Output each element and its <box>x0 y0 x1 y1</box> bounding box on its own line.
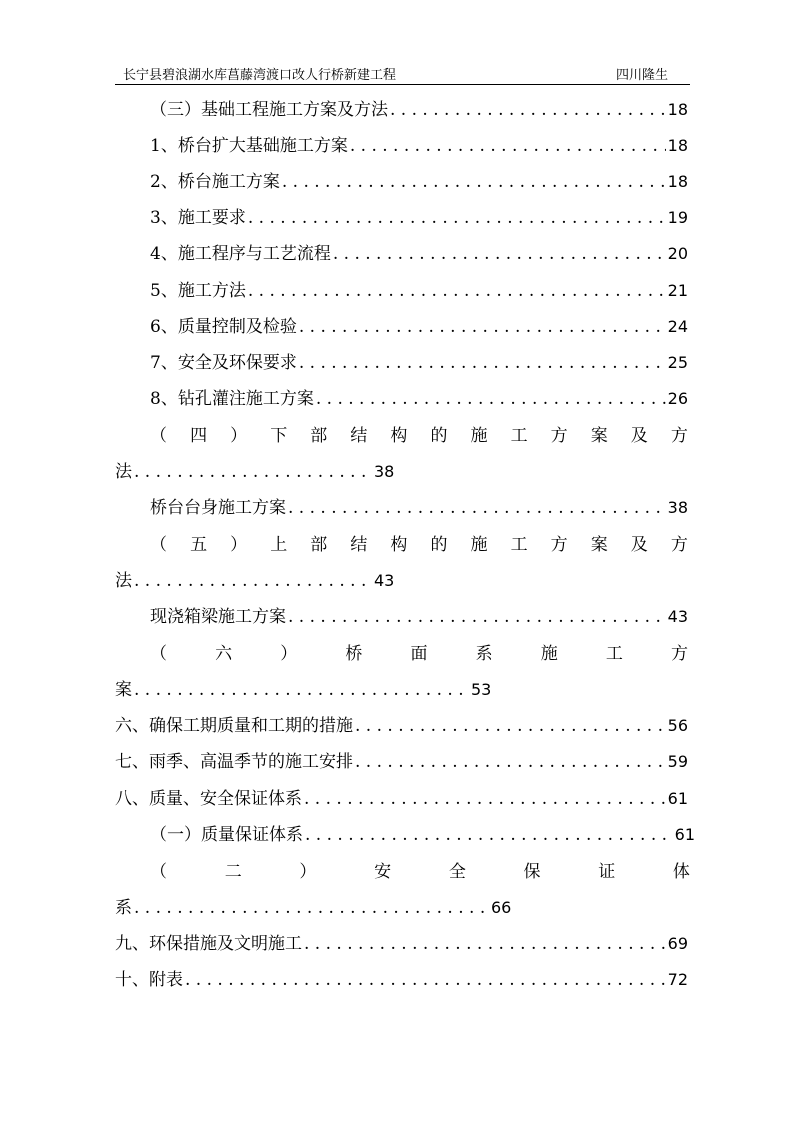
toc-entry-continuation[interactable] <box>115 678 515 702</box>
toc-entry-title: 案 <box>115 680 132 700</box>
toc-entry-page: 59 <box>667 752 688 771</box>
toc-entry-title: 现浇箱梁施工方案 <box>150 607 286 627</box>
toc-char: 五 <box>190 535 208 555</box>
toc-leader <box>132 678 469 702</box>
toc-char: 方 <box>670 535 688 555</box>
toc-char: 上 <box>270 535 288 555</box>
toc-char: （ <box>150 644 167 664</box>
toc-char: 桥 <box>345 644 363 664</box>
header-project-title: 长宁县碧浪湖水库菖藤湾渡口改人行桥新建工程 <box>123 68 397 83</box>
toc-char: 施 <box>540 644 558 664</box>
toc-char: 及 <box>630 535 648 555</box>
toc-entry[interactable] <box>115 750 688 774</box>
toc-entry-page: 18 <box>667 172 688 191</box>
toc-char: 方 <box>671 644 688 664</box>
toc-entry-title: 8、钻孔灌注施工方案 <box>150 389 314 409</box>
toc-entry-title: 7、安全及环保要求 <box>150 353 297 373</box>
toc-entry[interactable] <box>115 787 688 811</box>
toc-entry-page: 66 <box>491 898 512 917</box>
toc-entry-page: 43 <box>374 571 395 590</box>
toc-char: 的 <box>430 535 448 555</box>
toc-entry-title: 5、施工方法 <box>150 281 246 301</box>
toc-entry-title: 九、环保措施及文明施工 <box>115 934 302 954</box>
toc-entry-page: 72 <box>667 970 688 989</box>
toc-entry-justified-line[interactable] <box>150 642 688 666</box>
toc-char: 安 <box>374 862 392 882</box>
toc-entry-continuation[interactable] <box>115 896 535 920</box>
toc-leader <box>302 787 666 811</box>
toc-entry[interactable] <box>150 134 688 158</box>
toc-entry[interactable] <box>150 605 688 629</box>
toc-leader <box>297 315 666 339</box>
toc-leader <box>183 968 666 992</box>
toc-entry-title: 十、附表 <box>115 970 183 990</box>
toc-entry[interactable] <box>115 932 688 956</box>
toc-leader <box>286 605 666 629</box>
toc-entry-title: 6、质量控制及检验 <box>150 317 297 337</box>
toc-char: ） <box>280 644 298 664</box>
toc-entry-page: 56 <box>667 716 688 735</box>
toc-entry-page: 21 <box>667 281 688 300</box>
header-company: 四川隆生 <box>615 68 668 83</box>
toc-leader <box>246 279 666 303</box>
toc-char: 部 <box>310 426 328 446</box>
toc-char: 及 <box>630 426 648 446</box>
toc-entry-title: 3、施工要求 <box>150 208 246 228</box>
toc-entry-title: 七、雨季、高温季节的施工安排 <box>115 752 353 772</box>
toc-char: 证 <box>598 862 616 882</box>
toc-char: 工 <box>605 644 623 664</box>
toc-entry-page: 18 <box>667 136 688 155</box>
toc-leader <box>280 170 666 194</box>
toc-entry[interactable] <box>150 206 688 230</box>
toc-char: 案 <box>590 535 608 555</box>
toc-leader <box>314 387 666 411</box>
toc-entry-title: 八、质量、安全保证体系 <box>115 789 302 809</box>
toc-leader <box>297 351 666 375</box>
toc-leader <box>132 896 489 920</box>
toc-char: （ <box>150 862 167 882</box>
toc-entry-page: 26 <box>667 389 688 408</box>
toc-leader <box>132 569 372 593</box>
toc-entry[interactable] <box>150 170 688 194</box>
toc-entry-title: 1、桥台扩大基础施工方案 <box>150 136 348 156</box>
toc-char: 结 <box>350 535 368 555</box>
toc-char: 面 <box>410 644 428 664</box>
toc-entry-page: 20 <box>667 244 688 263</box>
toc-leader <box>286 496 666 520</box>
toc-char: 构 <box>390 426 408 446</box>
toc-char: 体 <box>672 862 690 882</box>
toc-entry-page: 43 <box>667 607 688 626</box>
page-header <box>115 62 690 85</box>
toc-entry-continuation[interactable] <box>115 460 515 484</box>
toc-entry-continuation[interactable] <box>115 569 515 593</box>
toc-entry-justified-line[interactable] <box>150 533 688 557</box>
toc-char: 方 <box>670 426 688 446</box>
toc-entry-page: 61 <box>667 789 688 808</box>
toc-entry[interactable] <box>115 714 688 738</box>
toc-leader <box>331 242 666 266</box>
toc-entry-title: （三）基础工程施工方案及方法 <box>150 100 388 120</box>
toc-entry-page: 69 <box>667 934 688 953</box>
toc-entry-title: 2、桥台施工方案 <box>150 172 280 192</box>
toc-entry[interactable] <box>150 279 688 303</box>
toc-entry-title: 4、施工程序与工艺流程 <box>150 244 331 264</box>
toc-leader <box>353 750 666 774</box>
toc-char: ） <box>230 535 248 555</box>
toc-char: 六 <box>215 644 233 664</box>
toc-entry-page: 53 <box>471 680 492 699</box>
toc-char: 结 <box>350 426 368 446</box>
toc-entry[interactable] <box>150 496 688 520</box>
toc-entry-title: 桥台台身施工方案 <box>150 498 286 518</box>
toc-char: （ <box>150 426 167 446</box>
toc-entry[interactable] <box>150 387 688 411</box>
toc-entry-page: 25 <box>667 353 688 372</box>
toc-char: 部 <box>310 535 328 555</box>
toc-char: 下 <box>270 426 288 446</box>
toc-entry-page: 24 <box>667 317 688 336</box>
toc-entry-page: 38 <box>667 498 688 517</box>
toc-char: 全 <box>448 862 466 882</box>
toc-char: 保 <box>523 862 541 882</box>
toc-leader <box>303 823 673 847</box>
toc-char: 工 <box>510 535 528 555</box>
toc-entry-justified-line[interactable] <box>150 424 688 448</box>
toc-leader <box>388 98 666 122</box>
toc-char: 案 <box>590 426 608 446</box>
toc-char: 方 <box>550 535 568 555</box>
toc-entry[interactable] <box>150 98 688 122</box>
toc-entry-title: 法 <box>115 462 132 482</box>
toc-char: 方 <box>550 426 568 446</box>
toc-leader <box>353 714 666 738</box>
toc-char: 施 <box>470 426 488 446</box>
toc-entry[interactable] <box>115 968 688 992</box>
toc-entry-title: 系 <box>115 898 132 918</box>
toc-entry[interactable] <box>150 242 688 266</box>
toc-entry-title: （一）质量保证体系 <box>150 825 303 845</box>
toc-char: 构 <box>390 535 408 555</box>
toc-entry[interactable] <box>150 351 688 375</box>
toc-entry-page: 18 <box>667 100 688 119</box>
toc-entry-justified-line[interactable] <box>150 860 690 884</box>
toc-char: 二 <box>224 862 242 882</box>
toc-leader <box>246 206 666 230</box>
toc-entry-title: 六、确保工期质量和工期的措施 <box>115 716 353 736</box>
toc-char: ） <box>299 862 317 882</box>
toc-entry-page: 19 <box>667 208 688 227</box>
toc-entry-page: 38 <box>374 462 395 481</box>
toc-char: 工 <box>510 426 528 446</box>
toc-leader <box>132 460 372 484</box>
toc-char: （ <box>150 535 167 555</box>
toc-char: 施 <box>470 535 488 555</box>
toc-char: 四 <box>190 426 208 446</box>
toc-leader <box>348 134 666 158</box>
toc-leader <box>302 932 666 956</box>
toc-entry-page: 61 <box>674 825 695 844</box>
toc-char: 系 <box>475 644 493 664</box>
toc-char: 的 <box>430 426 448 446</box>
toc-entry[interactable] <box>150 823 695 847</box>
toc-char: ） <box>230 426 248 446</box>
toc-entry-title: 法 <box>115 571 132 591</box>
toc-entry[interactable] <box>150 315 688 339</box>
